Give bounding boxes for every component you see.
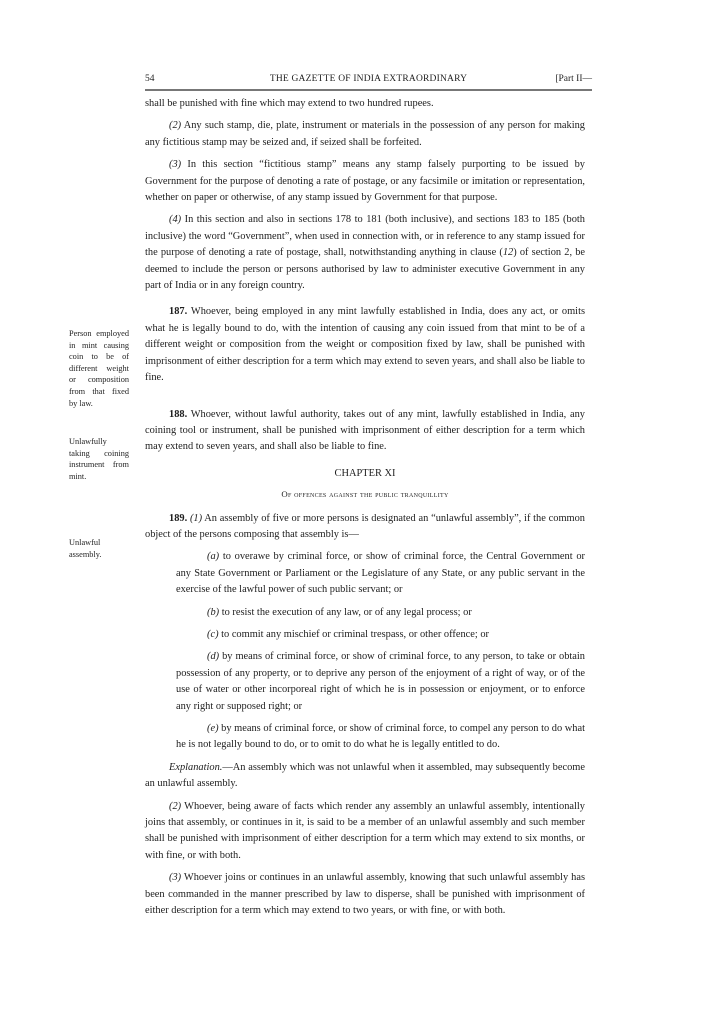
section-number: 187. [169, 306, 188, 318]
margin-note-189: Unlawful assembly. [69, 538, 102, 559]
subclause-e: (e) by means of criminal force, or show of criminal force, to compel any person to do what he is not legally bound to do, or to omit to do what he is legally entitled to do. [176, 723, 585, 751]
clause-3: (3) In this section “fictitious stamp” means any stamp falsely purporting to be issued by Government for the purpose of denoting a rate of postage, or any facsimile or imitation or representation, whether on paper or otherwise, of any stamp issued by Government for that purpose. [145, 159, 585, 204]
section-189-2: (2) Whoever, being aware of facts which render any assembly an unlawful assembly, intentionally joins that assembly, or continues in it, is said to be a member of an unlawful assembly and such member shall be punished with imprisonment of either description for a term which may extend to six months, or with fine, or with both. [145, 800, 585, 861]
subclause-b: (b) to resist the execution of any law, or of any legal process; or [207, 606, 472, 618]
margin-note-187: Person employed in mint causing coin to be of different weight or composition from that fixed by law. [69, 329, 129, 408]
section-188: 188. Whoever, without lawful authority, takes out of any mint, lawfully established in India, any coining tool or instrument, shall be punished with imprisonment of either description for a term which may extend to seven years, and shall also be liable to fine. [145, 408, 585, 453]
paragraph-fine: shall be punished with fine which may extend to two hundred rupees. [145, 98, 434, 109]
header-rule [145, 89, 592, 91]
chapter-heading: CHAPTER XI [334, 467, 396, 479]
page-header [145, 74, 592, 90]
page-number: 54 [145, 74, 155, 84]
subclause-d: (d) by means of criminal force, or show of criminal force, to any person, to take or obtain possession of any property, or to deprive any person of the enjoyment of a right of way, or of the use of water or other incorporeal right of which he is in possession or enjoyment, or to enforce any right or supposed right; or [176, 651, 585, 712]
clause-number: (4) [169, 214, 182, 226]
section-189-3: (3) Whoever joins or continues in an unlawful assembly, knowing that such unlawful assembly has been commanded in the manner prescribed by law to disperse, shall be punished with imprisonment of either description for a term which may extend to two years, or with fine, or with both. [145, 872, 585, 917]
part-label: [Part II— [555, 74, 592, 84]
subclause-a: (a) to overawe by criminal force, or show of criminal force, the Central Government or any State Government or Parliament or the Legislature of any State, or any public servant in the exercise of the lawful power of such public servant; or [176, 551, 585, 596]
clause-4: (4) In this section and also in sections 178 to 181 (both inclusive), and sections 183 to 185 (both inclusive) the word “Government”, when used in connection with, or in reference to any stamp issued for the purpose of denoting a rate of postage, shall, notwithstanding anything in clause (12) of section 2, be deemed to include the person or persons authorised by law to administer executive Government in any part of India or in any foreign country. [145, 214, 585, 292]
section-187: 187. Whoever, being employed in any mint lawfully established in India, does any act, or omits what he is legally bound to do, with the intention of causing any coin issued from that mint to be of a different weight or composition from the weight or composition fixed by law, shall be punished with imprisonment of either description for a term which may extend to seven years, and shall also be liable to fine. [145, 306, 585, 384]
chapter-title: Of offences against the public tranquillity [281, 489, 449, 500]
section-number: 188. [169, 408, 188, 420]
gazette-title: THE GAZETTE OF INDIA EXTRAORDINARY [269, 74, 468, 84]
clause-2: (2) Any such stamp, die, plate, instrument or materials in the possession of any person for making any fictitious stamp may be seized and, if seized shall be forfeited. [145, 120, 585, 148]
explanation-label: Explanation. [169, 761, 223, 773]
body-text [145, 96, 585, 925]
clause-number: (2) [169, 120, 182, 132]
clause-number: (3) [169, 159, 182, 171]
explanation: Explanation.—An assembly which was not unlawful when it assembled, may subsequently become an unlawful assembly. [145, 761, 585, 790]
subclause-c: (c) to commit any mischief or criminal trespass, or other offence; or [207, 628, 490, 640]
section-189: 189. (1) An assembly of five or more persons is designated an “unlawful assembly”, if the common object of the persons composing that assembly is— [145, 512, 585, 540]
margin-note-188: Unlawfully taking coining instrument from mint. [69, 437, 129, 481]
section-number: 189. [169, 512, 188, 524]
